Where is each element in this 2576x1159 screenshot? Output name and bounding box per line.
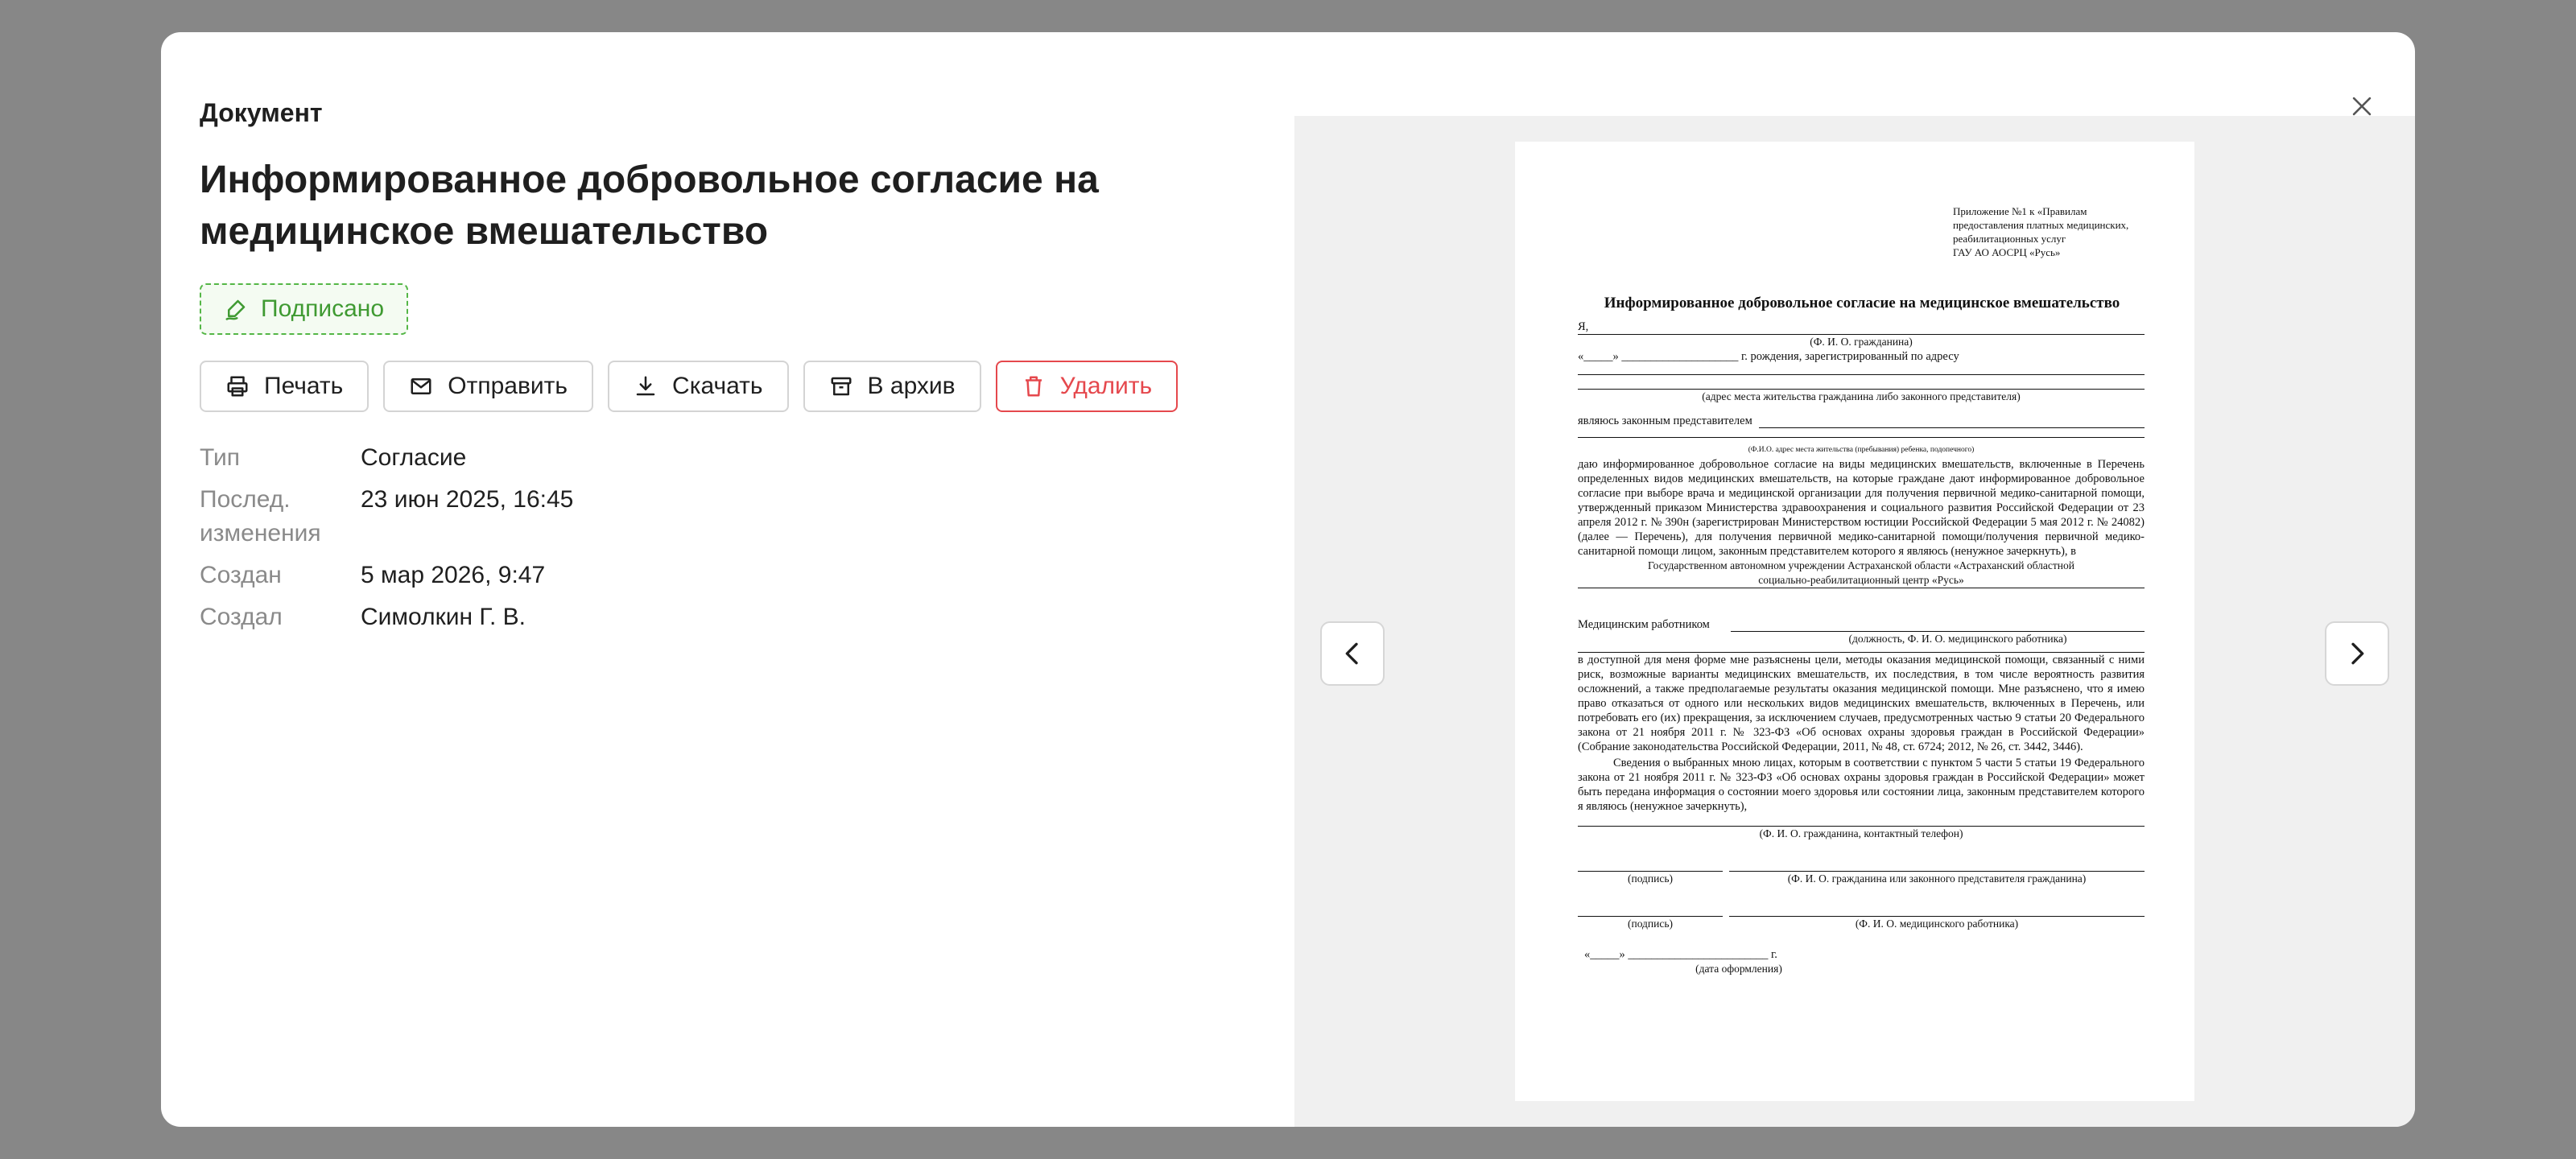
doc-sign-caps bbox=[1578, 917, 2145, 931]
download-icon bbox=[634, 374, 658, 398]
download-button[interactable] bbox=[608, 361, 789, 412]
doc-blank-line bbox=[1578, 864, 1723, 872]
meta-row-author bbox=[200, 600, 1278, 634]
doc-cap-position: (должность, Ф. И. О. медицинского работника) bbox=[1848, 633, 2067, 645]
doc-date-line: «_____» ________________________ г. bbox=[1584, 948, 1777, 961]
signature-icon bbox=[224, 297, 248, 321]
meta-value: Симолкин Г. В. bbox=[361, 604, 526, 630]
chevron-left-icon bbox=[1336, 637, 1368, 670]
doc-med-worker bbox=[1578, 617, 2145, 632]
appendix-line: Приложение №1 к «Правилам bbox=[1953, 205, 2087, 217]
doc-cap-contact: (Ф. И. О. гражданина, контактный телефон) bbox=[1759, 827, 1963, 839]
doc-sign-row bbox=[1578, 899, 2145, 917]
print-button[interactable] bbox=[200, 361, 369, 412]
doc-sign-caps bbox=[1578, 872, 2145, 886]
archive-icon bbox=[829, 374, 853, 398]
meta-label: Создан bbox=[200, 562, 282, 588]
trash-icon bbox=[1022, 374, 1046, 398]
doc-small-cap: (Ф.И.О. адрес места жительства (пребывания) ребенка, подопечного) bbox=[1748, 446, 1975, 454]
archive-button[interactable] bbox=[803, 361, 981, 412]
meta-value: 5 мар 2026, 9:47 bbox=[361, 562, 546, 588]
doc-blank-line bbox=[1578, 364, 2145, 375]
doc-blank-line bbox=[1731, 622, 2145, 632]
meta-row-type bbox=[200, 441, 1278, 475]
doc-blank-line bbox=[1578, 428, 2145, 438]
delete-button-label: Удалить bbox=[1059, 373, 1153, 399]
doc-cap-date: (дата оформления) bbox=[1695, 963, 1782, 975]
doc-ya-line bbox=[1578, 320, 2145, 335]
delete-button[interactable] bbox=[996, 361, 1179, 412]
doc-para-1: даю информированное добровольное согласие на виды медицинских вмешательств, включенные в Перечень определенных видов медицинских вмешательств, на которые граждане дают информированное добровольное согласие при выборе врача и медицинской организации для получения первичной медико-санитарной помощи, утвержденный приказом Министерства здравоохранения и социального развития Российской Федерации от 23 апреля 2012 г. № 390н (зарегистрирован Министерством юстиции Российской Федерации 5 мая 2012 г. № 24082) (далее — Перечень), для получения первичной медико-санитарной помощи/получения первичной медико-санитарной помощи лицом, законным представителем которого я являюсь (ненужное зачеркнуть), в bbox=[1578, 458, 2145, 558]
doc-ya: Я, bbox=[1578, 320, 1589, 333]
doc-cap-address: (адрес места жительства гражданина либо законного представителя) bbox=[1702, 390, 2021, 402]
modal-eyebrow: Документ bbox=[200, 98, 323, 127]
doc-birth-line: «_____» ____________________ г. рождения, зарегистрированный по адресу bbox=[1578, 350, 1959, 363]
doc-cap-citizen-rep: (Ф. И. О. гражданина или законного представителя гражданина) bbox=[1787, 872, 2087, 885]
document-modal bbox=[161, 32, 2415, 1127]
print-button-label: Печать bbox=[264, 373, 344, 399]
meta-label: Послед. изменения bbox=[200, 486, 321, 547]
doc-blank-line bbox=[1578, 814, 2145, 827]
doc-cap-med-fio: (Ф. И. О. медицинского работника) bbox=[1855, 918, 2019, 930]
meta-label: Создал bbox=[200, 604, 283, 630]
doc-body bbox=[1578, 317, 2214, 976]
doc-blank-line bbox=[1729, 864, 2145, 872]
doc-legal-rep-label: являюсь законным представителем bbox=[1578, 415, 1752, 427]
doc-sign-row bbox=[1578, 854, 2145, 872]
meta-label: Тип bbox=[200, 444, 241, 471]
doc-appendix bbox=[1953, 204, 2162, 259]
doc-title: Информированное добровольное согласие на медицинское вмешательство bbox=[1604, 295, 2120, 311]
doc-cap-fio: (Ф. И. О. гражданина) bbox=[1810, 336, 1913, 348]
action-toolbar bbox=[200, 361, 1278, 412]
document-meta bbox=[200, 441, 1278, 634]
doc-blank-line bbox=[1759, 419, 2145, 428]
meta-value: 23 июн 2025, 16:45 bbox=[361, 486, 574, 513]
printer-icon bbox=[225, 374, 250, 398]
doc-org-line: Государственном автономном учреждении Астраханской области «Астраханский областной bbox=[1648, 559, 2074, 571]
appendix-line: реабилитационных услуг bbox=[1953, 233, 2066, 245]
doc-legal-rep bbox=[1578, 414, 2145, 428]
send-button-label: Отправить bbox=[448, 373, 568, 399]
doc-blank-line bbox=[1578, 646, 2145, 653]
previous-page-button[interactable] bbox=[1320, 621, 1385, 686]
download-button-label: Скачать bbox=[672, 373, 763, 399]
meta-row-modified bbox=[200, 483, 1278, 551]
doc-blank-line bbox=[1729, 909, 2145, 917]
doc-cap-sign: (подпись) bbox=[1627, 872, 1674, 885]
document-title: Информированное добровольное согласие на медицинское вмешательство bbox=[200, 159, 1099, 253]
next-page-button[interactable] bbox=[2325, 621, 2389, 686]
status-badge bbox=[200, 283, 408, 335]
document-page bbox=[1515, 142, 2194, 1101]
send-button[interactable] bbox=[383, 361, 593, 412]
doc-med-worker-label: Медицинским работником bbox=[1578, 618, 1710, 631]
doc-org-line: социально-реабилитационный центр «Русь» bbox=[1578, 573, 2145, 588]
status-badge-label: Подписано bbox=[261, 295, 385, 322]
chevron-right-icon bbox=[2341, 637, 2373, 670]
appendix-line: предоставления платных медицинских, bbox=[1953, 219, 2129, 231]
archive-button-label: В архив bbox=[867, 373, 956, 399]
appendix-line: ГАУ АО АОСРЦ «Русь» bbox=[1953, 246, 2061, 258]
document-preview bbox=[1294, 116, 2415, 1127]
document-info-panel bbox=[200, 64, 1278, 642]
doc-para-2: в доступной для меня форме мне разъяснены цели, методы оказания медицинской помощи, связанный с ними риск, возможные варианты медицинских вмешательств, их последствия, в том числе вероятность развития осложнений, а также предполагаемые результаты оказания медицинской помощи. Мне разъяснено, что я имею право отказаться от одного или нескольких видов медицинских вмешательств, включенных в Перечень, или потребовать его (их) прекращения, за исключением случаев, предусмотренных частью 9 статьи 20 Федерального закона от 21 ноября 2011 г. № 323-ФЗ «Об основах охраны здоровья граждан в Российской Федерации» (Собрание законодательства Российской Федерации, 2011, № 48, ст. 6724; 2012, № 26, ст. 3442, 3446). bbox=[1578, 654, 2145, 753]
doc-blank-line bbox=[1578, 909, 1723, 917]
doc-para-3: Сведения о выбранных мною лицах, которым в соответствии с пунктом 5 части 5 статьи 19 Федерального закона от 21 ноября 2011 г. № 323-ФЗ «Об основах охраны здоровья граждан в Российской Федерации» может быть передана информация о состоянии моего здоровья или состоянии лица, законным представителем которого я являюсь (ненужное зачеркнуть), bbox=[1578, 757, 2145, 813]
envelope-icon bbox=[409, 374, 433, 398]
meta-row-created bbox=[200, 559, 1278, 592]
meta-value: Согласие bbox=[361, 444, 467, 471]
doc-cap-sign: (подпись) bbox=[1627, 918, 1674, 930]
doc-blank-line bbox=[1578, 375, 2145, 390]
